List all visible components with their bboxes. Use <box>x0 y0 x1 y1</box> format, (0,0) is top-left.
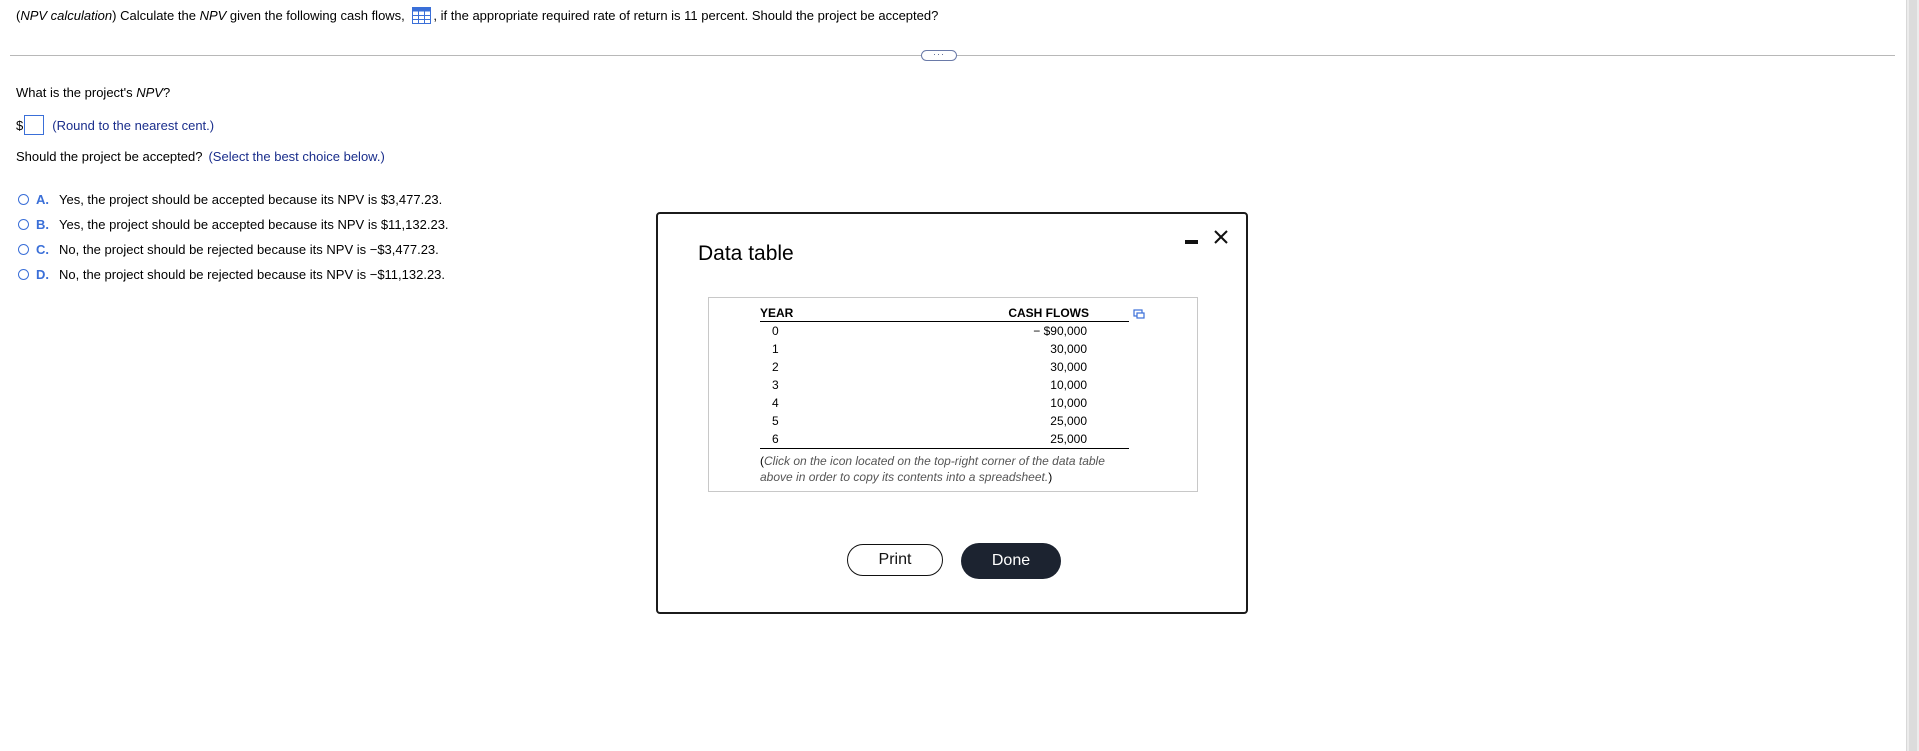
table-row <box>760 340 1129 358</box>
cash-flow-cell: − $90,000 <box>1033 324 1087 338</box>
cash-flow-cell: 10,000 <box>1050 396 1087 410</box>
table-row <box>760 412 1129 430</box>
data-table-panel <box>708 297 1198 492</box>
choice-d[interactable] <box>18 262 449 287</box>
year-cell: 4 <box>772 396 779 410</box>
table-row <box>760 430 1129 449</box>
year-cell: 1 <box>772 342 779 356</box>
vertical-scrollbar[interactable] <box>1906 0 1919 751</box>
question-topic: NPV calculation <box>20 8 113 23</box>
cash-flow-cell: 30,000 <box>1050 342 1087 356</box>
choice-letter: D. <box>36 267 49 282</box>
choice-list <box>18 187 449 287</box>
choice-text: No, the project should be rejected because its NPV is −$3,477.23. <box>59 242 439 257</box>
choice-c[interactable] <box>18 237 449 262</box>
print-button[interactable]: Print <box>847 544 943 576</box>
question-text-after-npv: given the following cash flows, <box>226 8 409 23</box>
minimize-icon[interactable] <box>1185 240 1198 244</box>
npv-answer-row <box>16 115 214 135</box>
accept-question-text: Should the project be accepted? <box>16 149 203 164</box>
scrollbar-thumb[interactable] <box>1909 0 1917 751</box>
table-row <box>760 394 1129 412</box>
choice-text: Yes, the project should be accepted because its NPV is $3,477.23. <box>59 192 443 207</box>
accept-question <box>16 149 385 164</box>
note-close-paren: ) <box>1048 470 1053 484</box>
column-header-cash-flows: CASH FLOWS <box>840 304 1129 322</box>
close-icon[interactable] <box>1211 227 1231 247</box>
note-open-paren: ( <box>760 454 764 468</box>
cash-flow-cell: 25,000 <box>840 430 1129 449</box>
question-open-paren: ( <box>16 8 21 23</box>
radio-button-icon[interactable] <box>18 244 29 255</box>
data-table-dialog <box>656 212 1248 614</box>
table-grid-icon[interactable] <box>412 7 431 24</box>
npv-answer-input[interactable] <box>24 115 44 135</box>
npv-question-prefix: What is the project's <box>16 85 137 100</box>
dialog-title: Data table <box>698 242 794 265</box>
choice-a[interactable] <box>18 187 449 212</box>
choice-letter: A. <box>36 192 49 207</box>
question-text <box>16 7 938 24</box>
question-npv-term: NPV <box>199 8 227 23</box>
done-button[interactable]: Done <box>961 543 1061 579</box>
question-close-paren: ) <box>112 8 117 23</box>
currency-symbol: $ <box>16 117 24 133</box>
year-cell: 3 <box>772 378 779 392</box>
radio-button-icon[interactable] <box>18 194 29 205</box>
expand-toggle-button[interactable]: ··· <box>921 50 957 61</box>
cash-flow-cell: 10,000 <box>1050 378 1087 392</box>
table-row <box>760 376 1129 394</box>
year-cell: 5 <box>772 414 779 428</box>
choice-b[interactable] <box>18 212 449 237</box>
year-cell: 2 <box>772 360 779 374</box>
year-cell: 0 <box>772 324 779 338</box>
note-text: Click on the icon located on the top-right corner of the data table above in order to copy its contents into a spreadsheet. <box>760 454 1105 484</box>
radio-button-icon[interactable] <box>18 269 29 280</box>
cash-flow-table <box>760 304 1129 449</box>
choice-letter: B. <box>36 217 49 232</box>
table-row <box>760 322 1129 341</box>
radio-button-icon[interactable] <box>18 219 29 230</box>
npv-question <box>16 85 170 100</box>
npv-question-term: NPV <box>136 85 163 100</box>
select-hint: (Select the best choice below.) <box>208 149 385 164</box>
copy-to-spreadsheet-icon[interactable] <box>1133 308 1145 320</box>
round-hint: (Round to the nearest cent.) <box>52 117 215 133</box>
table-row <box>760 358 1129 376</box>
table-header-row <box>760 304 1129 322</box>
cash-flow-cell: 30,000 <box>1050 360 1087 374</box>
question-text-after-icon: , if the appropriate required rate of return is 11 percent. Should the project be accepted? <box>433 8 939 23</box>
column-header-year: YEAR <box>760 304 840 322</box>
question-text-before: Calculate the <box>116 8 200 23</box>
npv-question-suffix: ? <box>162 85 171 100</box>
copy-instruction-note <box>760 453 1120 485</box>
choice-text: No, the project should be rejected because its NPV is −$11,132.23. <box>59 267 446 282</box>
cash-flow-cell: 25,000 <box>1050 414 1087 428</box>
year-cell: 6 <box>760 430 840 449</box>
choice-letter: C. <box>36 242 49 257</box>
choice-text: Yes, the project should be accepted because its NPV is $11,132.23. <box>59 217 449 232</box>
